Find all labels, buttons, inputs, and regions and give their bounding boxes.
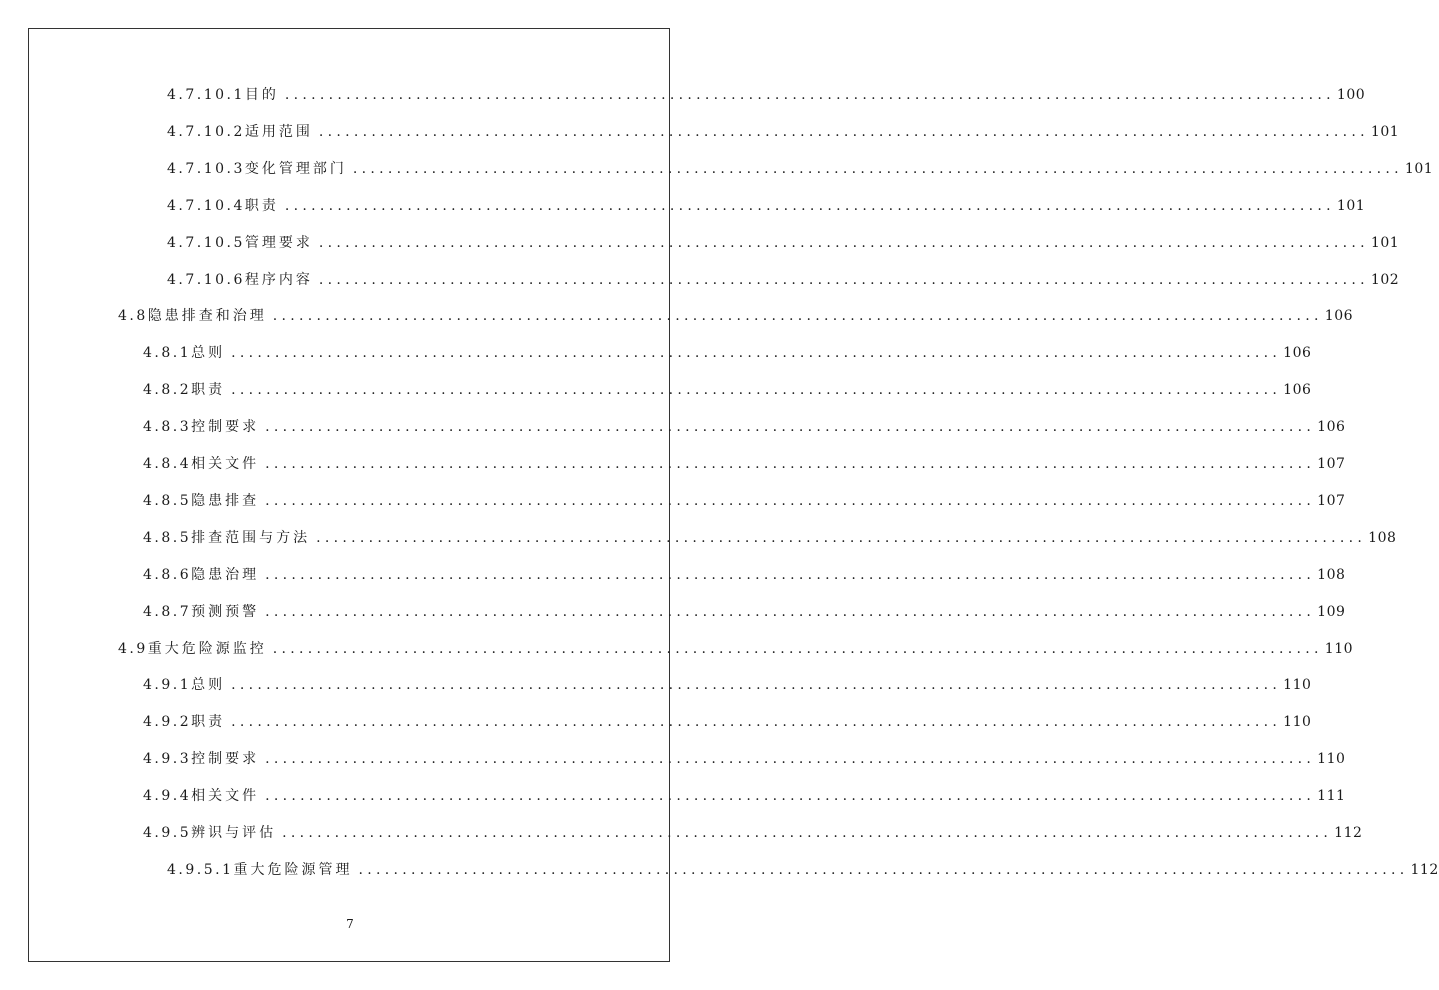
toc-dot-leader: ........................................................................................................................ <box>358 861 1409 878</box>
toc-entry-page: 101 <box>1370 234 1400 251</box>
toc-dot-leader: ........................................................................................................................ <box>265 751 1316 768</box>
toc-entry-number: 4.8.4 <box>143 456 192 472</box>
toc-entry-page: 106 <box>1317 419 1346 436</box>
toc-entry-number: 4.7.10.2 <box>167 123 245 140</box>
toc-entry-number: 4.8 <box>118 308 148 325</box>
toc-entry-number: 4.9.2 <box>143 714 192 731</box>
toc-entry-page: 108 <box>1368 529 1397 546</box>
toc-entry-title: 控制要求 <box>191 751 260 768</box>
toc-entry-page: 101 <box>1336 197 1366 214</box>
toc-entry-title: 变化管理部门 <box>244 160 347 177</box>
toc-entry-page: 106 <box>1324 308 1354 325</box>
toc-entry-number: 4.7.10.4 <box>167 197 245 214</box>
toc-entry[interactable] <box>143 821 1363 845</box>
toc-entry-page: 107 <box>1317 492 1346 509</box>
toc-entry-page: 106 <box>1283 382 1312 399</box>
page-number: 7 <box>346 917 354 931</box>
toc-entry-title: 职责 <box>191 382 226 399</box>
toc-entry-title: 管理要求 <box>244 234 313 251</box>
toc-entry-page: 100 <box>1336 87 1366 103</box>
toc-entry-page: 111 <box>1317 788 1346 805</box>
toc-entry-title: 程序内容 <box>244 271 313 288</box>
toc-entry[interactable] <box>167 231 1400 255</box>
toc-entry-number: 4.8.5 <box>143 529 192 546</box>
toc-dot-leader: ........................................................................................................................ <box>352 160 1403 177</box>
toc-entry[interactable] <box>143 526 1397 550</box>
toc-entry-page: 112 <box>1410 861 1439 878</box>
toc-entry[interactable] <box>167 194 1366 218</box>
toc-entry-number: 4.8.5 <box>143 492 192 509</box>
toc-entry-page: 101 <box>1370 123 1400 140</box>
toc-entry-number: 4.9 <box>118 640 148 657</box>
toc-dot-leader: ........................................................................................................................ <box>318 123 1369 140</box>
toc-entry[interactable] <box>167 157 1434 181</box>
toc-entry-number: 4.9.1 <box>143 677 192 694</box>
toc-entry-title: 总则 <box>191 677 226 694</box>
toc-entry-title: 相关文件 <box>191 456 260 472</box>
toc-entry[interactable] <box>143 378 1312 402</box>
toc-entry[interactable] <box>118 304 1354 328</box>
toc-entry-title: 辨识与评估 <box>191 825 277 841</box>
toc-entry-page: 107 <box>1317 456 1346 472</box>
toc-entry[interactable] <box>167 120 1400 144</box>
toc-entry[interactable] <box>143 489 1346 513</box>
toc-entry-title: 排查范围与方法 <box>191 529 311 546</box>
toc-dot-leader: ........................................................................................................................ <box>231 677 1282 694</box>
toc-entry-title: 隐患排查和治理 <box>147 308 267 325</box>
toc-entry-title: 隐患排查 <box>191 492 260 509</box>
toc-entry-title: 重大危险源监控 <box>147 640 267 657</box>
toc-entry-title: 隐患治理 <box>191 566 260 583</box>
toc-dot-leader: ........................................................................................................................ <box>284 197 1335 214</box>
toc-entry[interactable] <box>167 858 1439 882</box>
toc-dot-leader: ........................................................................................................................ <box>272 640 1323 657</box>
toc-dot-leader: ........................................................................................................................ <box>265 456 1316 472</box>
toc-entry[interactable] <box>167 83 1366 107</box>
toc-dot-leader: ........................................................................................................................ <box>284 87 1335 103</box>
toc-dot-leader: ........................................................................................................................ <box>282 825 1333 841</box>
toc-entry-page: 106 <box>1283 345 1312 362</box>
toc-entry-number: 4.8.2 <box>143 382 192 399</box>
toc-dot-leader: ........................................................................................................................ <box>265 566 1316 583</box>
toc-entry-number: 4.9.5.1 <box>167 861 234 878</box>
toc-dot-leader: ........................................................................................................................ <box>265 419 1316 436</box>
toc-dot-leader: ........................................................................................................................ <box>231 345 1282 362</box>
toc-dot-leader: ........................................................................................................................ <box>265 492 1316 509</box>
toc-entry-number: 4.9.5 <box>143 825 192 841</box>
toc-dot-leader: ........................................................................................................................ <box>318 234 1369 251</box>
toc-entry-title: 职责 <box>244 197 279 214</box>
toc-entry[interactable] <box>143 341 1312 365</box>
toc-entry-number: 4.8.1 <box>143 345 192 362</box>
toc-entry[interactable] <box>143 747 1346 771</box>
toc-entry-page: 108 <box>1317 566 1346 583</box>
toc-entry[interactable] <box>143 784 1346 808</box>
toc-entry[interactable] <box>143 600 1346 624</box>
toc-entry-title: 重大危险源管理 <box>233 861 353 878</box>
toc-entry-title: 相关文件 <box>191 788 260 805</box>
toc-entry-number: 4.7.10.6 <box>167 271 245 288</box>
toc-dot-leader: ........................................................................................................................ <box>265 788 1316 805</box>
toc-entry-title: 总则 <box>191 345 226 362</box>
toc-dot-leader: ........................................................................................................................ <box>318 271 1369 288</box>
toc-entry-page: 101 <box>1404 160 1434 177</box>
toc-entry-number: 4.9.3 <box>143 751 192 768</box>
toc-entry-number: 4.7.10.1 <box>167 87 245 103</box>
toc-entry-number: 4.8.3 <box>143 419 192 436</box>
toc-entry-title: 预测预警 <box>191 603 260 620</box>
toc-entry-number: 4.8.6 <box>143 566 192 583</box>
toc-entry[interactable] <box>118 637 1354 661</box>
toc-entry-page: 110 <box>1324 640 1354 657</box>
toc-entry-page: 112 <box>1334 825 1363 841</box>
toc-entry[interactable] <box>143 415 1346 439</box>
toc-dot-leader: ........................................................................................................................ <box>231 714 1282 731</box>
toc-entry-title: 目的 <box>244 87 279 103</box>
toc-dot-leader: ........................................................................................................................ <box>231 382 1282 399</box>
toc-entry-page: 110 <box>1317 751 1346 768</box>
toc-entry[interactable] <box>143 673 1312 697</box>
toc-entry-title: 控制要求 <box>191 419 260 436</box>
toc-entry[interactable] <box>143 563 1346 587</box>
toc-entry[interactable] <box>167 268 1400 292</box>
toc-dot-leader: ........................................................................................................................ <box>272 308 1323 325</box>
toc-entry-number: 4.9.4 <box>143 788 192 805</box>
toc-dot-leader: ........................................................................................................................ <box>316 529 1367 546</box>
toc-entry[interactable] <box>143 710 1312 734</box>
toc-entry-page: 110 <box>1283 714 1312 731</box>
toc-entry-page: 102 <box>1370 271 1400 288</box>
toc-entry-number: 4.8.7 <box>143 603 192 620</box>
toc-entry-title: 适用范围 <box>244 123 313 140</box>
toc-entry-title: 职责 <box>191 714 226 731</box>
toc-entry-page: 110 <box>1283 677 1312 694</box>
toc-entry-page: 109 <box>1317 603 1346 620</box>
toc-entry[interactable] <box>143 452 1346 476</box>
toc-entry-number: 4.7.10.5 <box>167 234 245 251</box>
toc-entry-number: 4.7.10.3 <box>167 160 245 177</box>
toc-dot-leader: ........................................................................................................................ <box>265 603 1316 620</box>
